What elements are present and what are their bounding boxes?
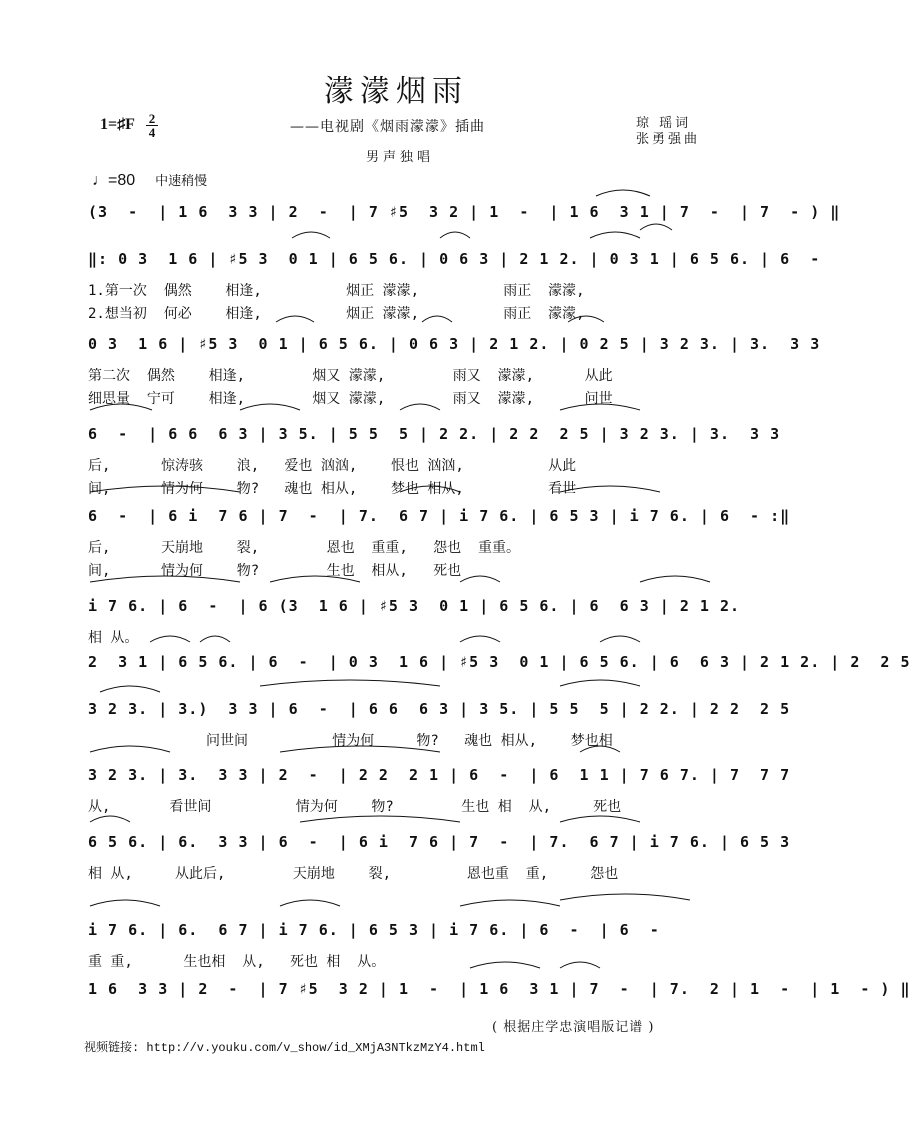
slur-arc [440, 232, 470, 238]
credits [636, 116, 700, 148]
slur-arc [300, 816, 460, 822]
notation-line: 1 6 3 3 | 2 - | 7 ♯5 3 2 | 1 - | 1 6 3 1 | 7 - | 7. 2 | 1 - | 1 - ) ‖ [88, 980, 911, 998]
slur-arc [280, 900, 340, 906]
lyric-line: 间, 情为何 物? 生也 相从, 死也 [88, 563, 462, 579]
voice-type: 男声独唱 [366, 150, 435, 165]
slur-arc [590, 232, 640, 238]
slur-arc [260, 680, 440, 686]
lyric-line: 问世间 情为何 物? 魂也 相从, 梦也相 [88, 733, 613, 749]
lyric-line: 1.第一次 偶然 相逢, 烟正 濛濛, 雨正 濛濛, [88, 283, 585, 299]
key-signature: 1=♯F [100, 116, 135, 133]
notation-line: 0 3 1 6 | ♯5 3 0 1 | 6 5 6. | 0 6 3 | 2 1 2. | 0 2 5 | 3 2 3. | 3. 3 3 [88, 335, 821, 353]
tempo-marking [92, 170, 207, 190]
slur-arc [460, 900, 560, 906]
lyric-line: 相 从, 从此后, 天崩地 裂, 恩也重 重, 怨也 [88, 866, 619, 882]
lyric-line: 后, 惊涛骇 浪, 爱也 汹汹, 恨也 汹汹, 从此 [88, 458, 577, 474]
slur-arc [560, 894, 690, 900]
notation-line: i 7 6. | 6 - | 6 (3 1 6 | ♯5 3 0 1 | 6 5 6. | 6 6 3 | 2 1 2. [88, 597, 740, 615]
slur-arc [90, 816, 130, 822]
slur-arc [640, 224, 672, 230]
lyric-line: 间, 情为何 物? 魂也 相从, 梦也 相从, 看世 [88, 481, 577, 497]
source-note: ( 根据庄学忠演唱版记谱 ) [492, 1020, 655, 1035]
notation-line: ‖: 0 3 1 6 | ♯5 3 0 1 | 6 5 6. | 0 6 3 | 2 1 2. | 0 3 1 | 6 5 6. | 6 - [88, 250, 821, 268]
notation-line: i 7 6. | 6. 6 7 | i 7 6. | 6 5 3 | i 7 6. | 6 - | 6 - [88, 921, 660, 939]
slur-arc [292, 232, 330, 238]
lyric-line: 2.想当初 何必 相逢, 烟正 濛濛, 雨正 濛濛, [88, 306, 585, 322]
tempo-text: 中速稍慢 [155, 173, 208, 188]
slur-arc [560, 680, 640, 686]
notation-line: 2 3 1 | 6 5 6. | 6 - | 0 3 1 6 | ♯5 3 0 1 | 6 5 6. | 6 6 3 | 2 1 2. | 2 2 5 [88, 653, 911, 671]
slur-arc [100, 686, 160, 692]
slur-arc [90, 900, 160, 906]
time-signature [146, 112, 158, 139]
song-title: 濛濛烟雨 [324, 74, 468, 109]
composer: 张勇强曲 [636, 132, 701, 147]
notation-line: 3 2 3. | 3.) 3 3 | 6 - | 6 6 6 3 | 3 5. | 5 5 5 | 2 2. | 2 2 2 5 [88, 700, 791, 718]
lyric-line: 第二次 偶然 相逢, 烟又 濛濛, 雨又 濛濛, 从此 [88, 368, 613, 384]
notation-line: 6 5 6. | 6. 3 3 | 6 - | 6 i 7 6 | 7 - | 7. 6 7 | i 7 6. | 6 5 3 [88, 833, 791, 851]
lyric-line: 相 从。 [88, 630, 139, 646]
notation-line: (3 - | 1 6 3 3 | 2 - | 7 ♯5 3 2 | 1 - | 1 6 3 1 | 7 - | 7 - ) ‖ [88, 203, 841, 221]
time-top: 2 [146, 112, 158, 126]
slur-arc [596, 190, 650, 196]
notation-line: 6 - | 6 6 6 3 | 3 5. | 5 5 5 | 2 2. | 2 2 2 5 | 3 2 3. | 3. 3 3 [88, 425, 781, 443]
lyric-line: 重 重, 生也相 从, 死也 相 从。 [88, 954, 386, 970]
slur-arc [560, 816, 640, 822]
lyricist: 琼 瑶词 [636, 116, 692, 131]
lyric-line: 从, 看世间 情为何 物? 生也 相 从, 死也 [88, 799, 622, 815]
notation-line: 6 - | 6 i 7 6 | 7 - | 7. 6 7 | i 7 6. | 6 5 3 | i 7 6. | 6 - :‖ [88, 507, 791, 525]
tempo-value: ♩=80 [92, 172, 136, 189]
lyric-line: 细思量 宁可 相逢, 烟又 濛濛, 雨又 濛濛, 问世 [88, 391, 613, 407]
notation-line: 3 2 3. | 3. 3 3 | 2 - | 2 2 2 1 | 6 - | 6 1 1 | 7 6 7. | 7 7 7 [88, 766, 791, 784]
subtitle: ——电视剧《烟雨濛濛》插曲 [290, 119, 485, 135]
time-bottom: 4 [148, 125, 156, 140]
video-link[interactable]: 视频链接: http://v.youku.com/v_show/id_XMjA3NTkzMzY4.html [84, 1041, 485, 1055]
lyric-line: 后, 天崩地 裂, 恩也 重重, 怨也 重重。 [88, 540, 521, 556]
